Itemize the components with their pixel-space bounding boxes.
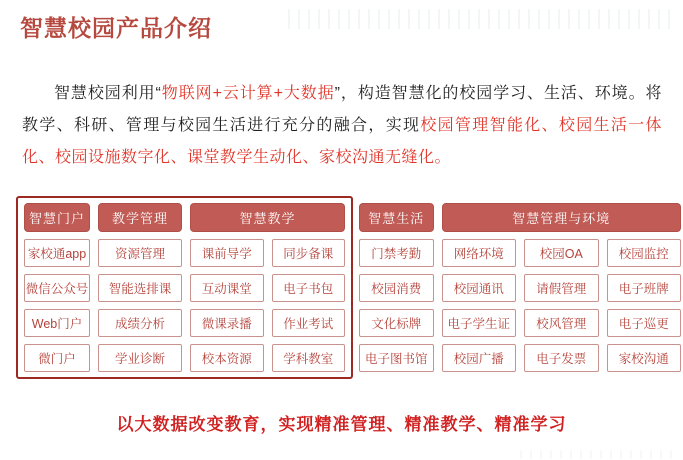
module-cell: 校本资源: [190, 344, 264, 372]
module-cell: 校园OA: [524, 239, 599, 267]
module-cell: 电子学生证: [442, 309, 517, 337]
module-cell: 资源管理: [98, 239, 182, 267]
page-title: 智慧校园产品介绍: [20, 15, 212, 41]
module-cell: 微课录播: [190, 309, 264, 337]
module-cell: Web门户: [24, 309, 90, 337]
module-cell: 课前导学: [190, 239, 264, 267]
module-cell: 智能选排课: [98, 274, 182, 302]
module-cell: 学科教室: [272, 344, 346, 372]
module-cell: 电子图书馆: [359, 344, 434, 372]
module-cell: 门禁考勤: [359, 239, 434, 267]
intro-segment: ”，构造智慧化的校园学习、生活、环境。将教学、科研、管理与校园生活进行充分的融合，实现: [22, 85, 662, 134]
module-cell: 电子班牌: [607, 274, 682, 302]
module-cell: 学业诊断: [98, 344, 182, 372]
module-cell: 网络环境: [442, 239, 517, 267]
module-cell: 家校通app: [24, 239, 90, 267]
module-cell: 请假管理: [524, 274, 599, 302]
module-cell: 作业考试: [272, 309, 346, 337]
watermark-ticks-top: [288, 9, 676, 29]
column-header-smart-life: 智慧生活: [359, 203, 434, 232]
intro-segment-highlight: 校园管理智能化、校园生活一体化、校园设施数字化、课堂教学生动化、家校沟通无缝化。: [22, 117, 662, 166]
module-cell: 成绩分析: [98, 309, 182, 337]
column-header-smart-portal: 智慧门户: [24, 203, 90, 232]
module-cell: 家校沟通: [607, 344, 682, 372]
panel-portal-teaching: [16, 196, 353, 379]
module-cell: 电子巡更: [607, 309, 682, 337]
module-cell: 电子书包: [272, 274, 346, 302]
intro-segment-highlight: 物联网+云计算+大数据: [161, 85, 335, 102]
module-cell: 校园广播: [442, 344, 517, 372]
intro-paragraph: [22, 78, 662, 174]
footer-slogan: 以大数据改变教育，实现精准管理、精准教学、精准学习: [116, 415, 567, 434]
module-cell: 校园消费: [359, 274, 434, 302]
column-header-teaching-mgmt: 教学管理: [98, 203, 182, 232]
panel-life-management: [359, 203, 681, 372]
module-cell: 校风管理: [524, 309, 599, 337]
intro-segment: 智慧校园利用“: [54, 85, 162, 102]
module-cell: 微门户: [24, 344, 90, 372]
module-cell: 互动课堂: [190, 274, 264, 302]
module-cell: 同步备课: [272, 239, 346, 267]
module-cell: 校园通讯: [442, 274, 517, 302]
module-cell: 校园监控: [607, 239, 682, 267]
module-cell: 电子发票: [524, 344, 599, 372]
watermark-ticks-bottom: [520, 451, 680, 459]
module-cell: 微信公众号: [24, 274, 90, 302]
column-header-smart-mgmt-env: 智慧管理与环境: [442, 203, 682, 232]
module-cell: 文化标牌: [359, 309, 434, 337]
column-header-smart-teaching: 智慧教学: [190, 203, 345, 232]
